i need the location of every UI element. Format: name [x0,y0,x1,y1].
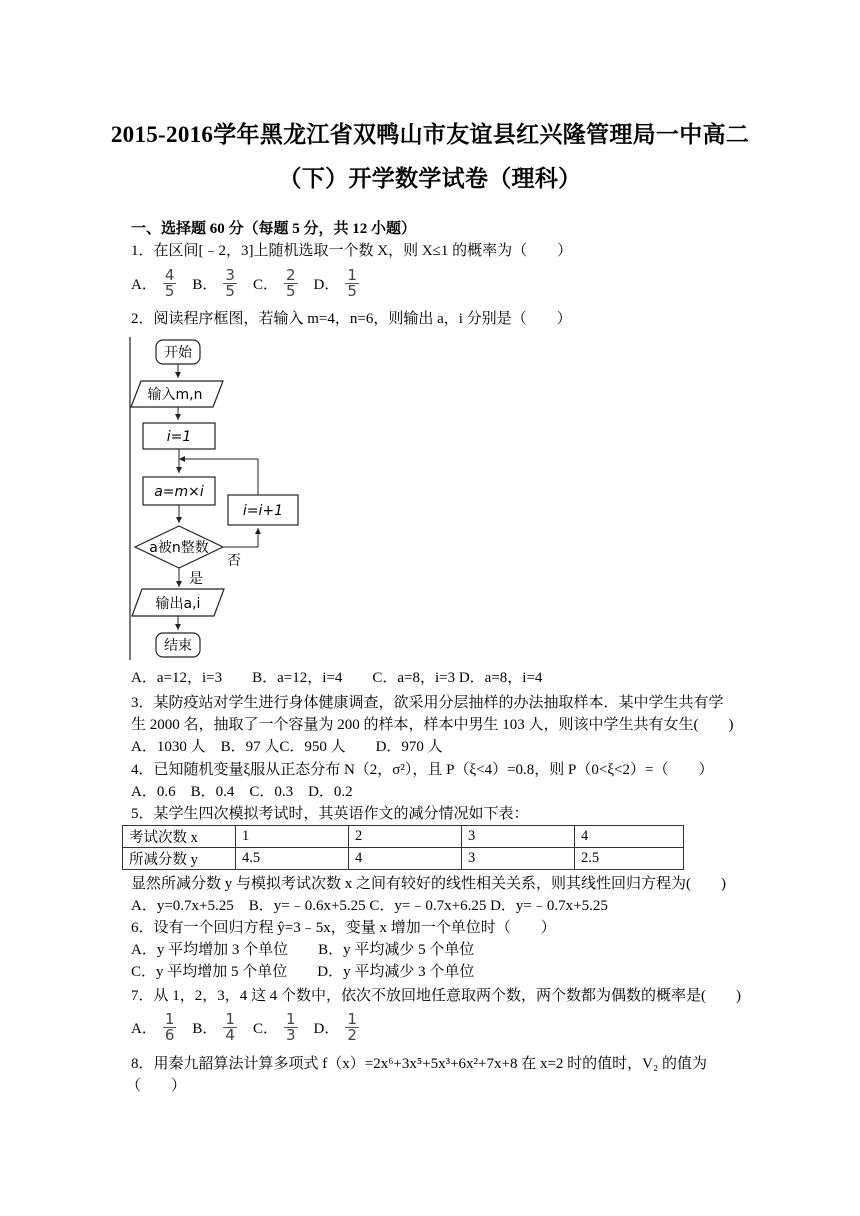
question-2-options: A．a=12，i=3 B．a=12，i=4 C．a=8，i=3 D．a=8，i=4 [131,670,543,686]
option-a: A． $\frac{4}{5}$ [131,266,175,300]
flow-yes-label: 是 [189,571,203,587]
flow-end-text: 结束 [164,638,192,654]
flow-no-label: 否 [227,553,241,569]
section-heading: 一、选择题 60 分（每题 5 分，共 12 小题） [131,221,417,237]
option-d: D． $\frac{1}{5}$ [313,266,357,300]
title-line-2: （下）开学数学试卷（理科） [278,166,582,191]
table-cell: 1 [236,826,349,848]
question-1: 1．在区间[﹣2，3]上随机选取一个数 X，则 X≤1 的概率为（ ） [131,243,573,259]
question-1-options [131,268,375,299]
question-5-options: A．y=0.7x+5.25 B．y=﹣0.6x+5.25 C．y=﹣0.7x+6.25 D．y=﹣0.7x+5.25 [131,898,608,914]
option-c: C． $\frac{2}{5}$ [252,266,296,300]
option-b: B． $\frac{1}{4}$ [192,1010,235,1044]
flow-condition-text: a被n整数 [149,540,209,556]
question-2: 2．阅读程序框图，若输入 m=4，n=6，则输出 a，i 分别是（ ） [131,311,572,327]
question-8-line-2: （ ） [126,1078,187,1094]
question-6: 6．设有一个回归方程 ŷ=3﹣5x，变量 x 增加一个单位时（ ） [131,920,556,936]
option-c: C． $\frac{1}{3}$ [252,1010,296,1044]
question-6-options-1: A．y 平均增加 3 个单位 B．y 平均减少 5 个单位 [131,942,475,958]
flow-incr-text: i=i+1 [242,503,284,519]
question-3-options: A．1030 人 B．97 人C．950 人 D．970 人 [131,739,443,755]
flow-start-text: 开始 [164,345,192,361]
flow-init-text: i=1 [166,429,192,445]
table-cell: 考试次数 x [123,826,236,848]
option-d: D． $\frac{1}{2}$ [313,1010,357,1044]
question-4-options: A．0.6 B．0.4 C．0.3 D．0.2 [131,784,353,800]
score-table [122,825,684,870]
table-cell: 2 [349,826,462,848]
table-cell: 3 [462,848,575,870]
table-cell: 所减分数 y [123,848,236,870]
option-a: A． $\frac{1}{6}$ [131,1010,175,1044]
question-7-options [131,1012,375,1043]
table-cell: 3 [462,826,575,848]
flow-assign-text: a=m×i [154,484,204,500]
table-row [123,848,684,870]
question-5-line-2: 显然所减分数 y 与模拟考试次数 x 之间有较好的线性相关关系，则其线性回归方程为( ) [131,876,726,892]
flow-output-text: 输出a,i [155,596,201,612]
flowchart [125,335,315,665]
flow-input-text: 输入m,n [147,387,203,403]
question-3-line-2: 生 2000 名，抽取了一个容量为 200 的样本，样本中男生 103 人，则该中学生共有女生( ) [131,717,734,733]
question-8-line-1: 8．用秦九韶算法计算多项式 f（x）=2x⁶+3x⁵+5x³+6x²+7x+8 在 x=2 时的值时，V₂ 的值为 [131,1056,707,1072]
question-7: 7．从 1，2，3，4 这 4 个数中，依次不放回地任意取两个数，两个数都为偶数的概率是( ) [131,988,741,1004]
table-cell: 2.5 [575,848,684,870]
question-3-line-1: 3．某防疫站对学生进行身体健康调查，欲采用分层抽样的办法抽取样本．某中学生共有学 [131,695,724,711]
title-line-1: 2015-2016学年黑龙江省双鸭山市友谊县红兴隆管理局一中高二 [110,122,750,147]
table-cell: 4 [575,826,684,848]
question-5: 5．某学生四次模拟考试时，其英语作文的减分情况如下表： [131,806,529,822]
table-cell: 4 [349,848,462,870]
table-row [123,826,684,848]
option-b: B． $\frac{3}{5}$ [192,266,235,300]
question-4: 4．已知随机变量ξ服从正态分布 N（2，σ²），且 P（ξ<4）=0.8，则 P（0<ξ<2）=（ ） [131,762,714,778]
question-6-options-2: C．y 平均增加 5 个单位 D．y 平均减少 3 个单位 [131,964,475,980]
table-cell: 4.5 [236,848,349,870]
